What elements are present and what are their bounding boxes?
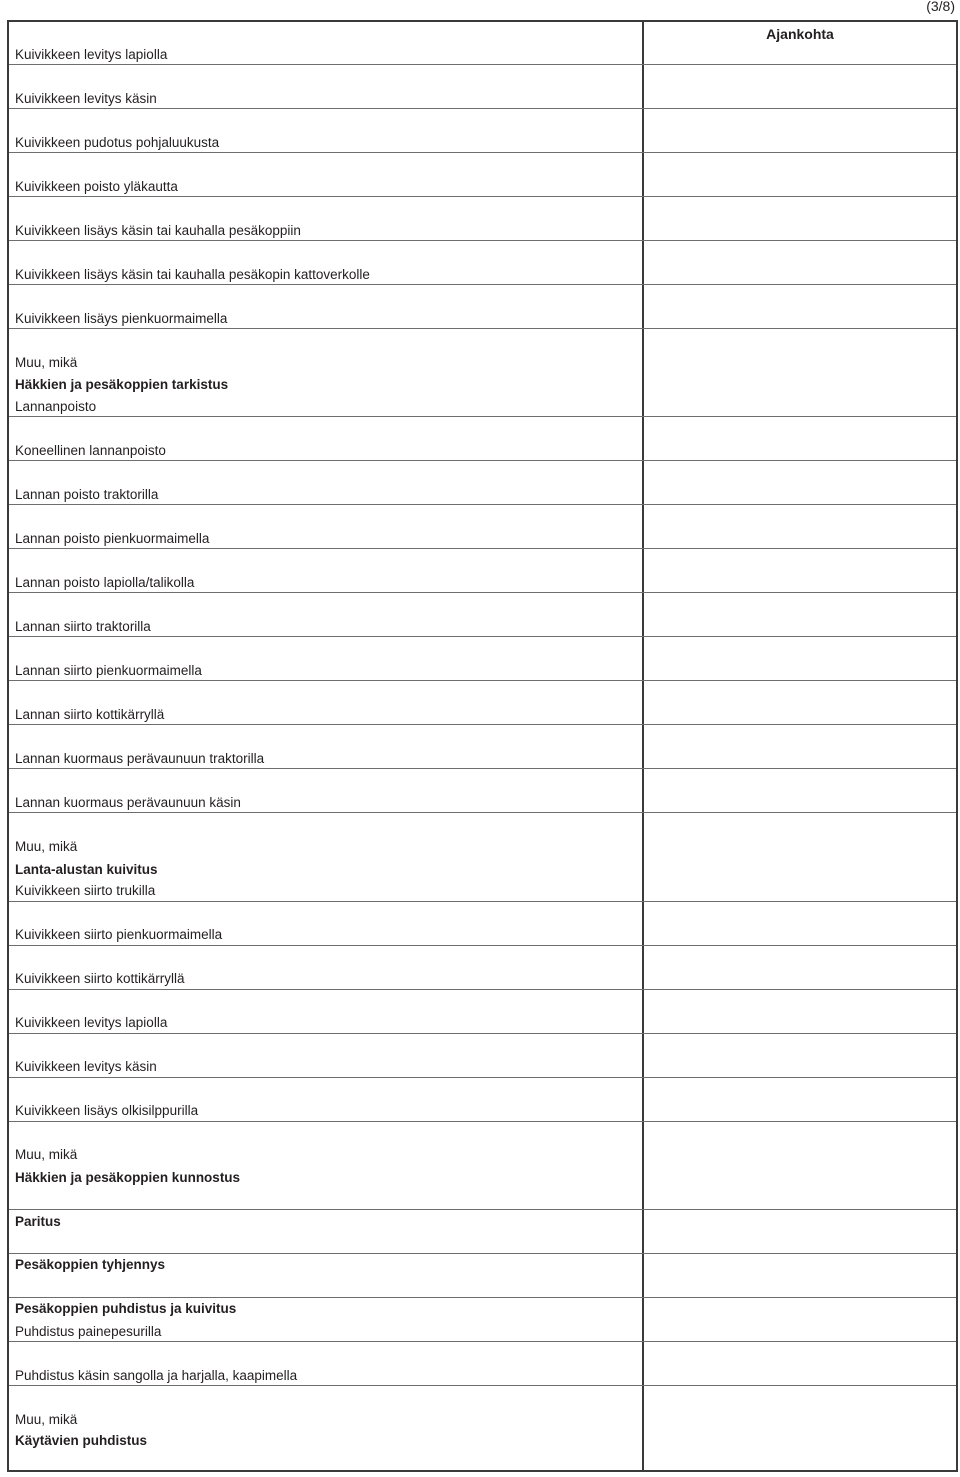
row-divider	[9, 724, 956, 725]
task-label: Muu, mikä	[15, 1147, 78, 1162]
task-label: Kuivikkeen siirto pienkuormaimella	[15, 927, 223, 942]
task-label: Kuivikkeen lisäys olkisilppurilla	[15, 1103, 199, 1118]
row-divider	[9, 1077, 956, 1078]
task-label: Kuivikkeen levitys lapiolla	[15, 47, 168, 62]
row-divider	[9, 592, 956, 593]
task-label: Kuivikkeen levitys käsin	[15, 91, 157, 106]
task-label: Muu, mikä	[15, 355, 78, 370]
task-label: Kuivikkeen siirto trukilla	[15, 883, 156, 898]
row-divider	[9, 989, 956, 990]
task-label: Kuivikkeen lisäys käsin tai kauhalla pesäkoppiin	[15, 223, 301, 238]
task-label: Kuivikkeen levitys käsin	[15, 1059, 157, 1074]
task-label: Kuivikkeen pudotus pohjaluukusta	[15, 135, 220, 150]
work-tasks-table	[7, 20, 958, 1472]
section-heading: Pesäkoppien puhdistus ja kuivitus	[15, 1301, 237, 1316]
row-divider	[9, 1341, 956, 1342]
section-heading: Pesäkoppien tyhjennys	[15, 1257, 166, 1272]
row-divider	[9, 504, 956, 505]
row-divider	[9, 1209, 956, 1210]
row-divider	[9, 1385, 956, 1386]
task-label: Lannan siirto traktorilla	[15, 619, 151, 634]
row-divider	[9, 812, 956, 813]
row-divider	[9, 284, 956, 285]
section-heading: Käytävien puhdistus	[15, 1433, 148, 1448]
row-divider	[9, 240, 956, 241]
section-heading: Häkkien ja pesäkoppien tarkistus	[15, 377, 229, 392]
row-divider	[9, 196, 956, 197]
row-divider	[9, 636, 956, 637]
task-label: Lannan poisto traktorilla	[15, 487, 159, 502]
row-divider	[9, 1121, 956, 1122]
row-divider	[9, 416, 956, 417]
row-divider	[9, 152, 956, 153]
task-label: Lannan siirto kottikärryllä	[15, 707, 165, 722]
row-divider	[9, 328, 956, 329]
time-column-header: Ajankohta	[766, 26, 834, 42]
task-label: Puhdistus painepesurilla	[15, 1324, 162, 1339]
task-label: Lannan poisto pienkuormaimella	[15, 531, 210, 546]
task-label: Lannanpoisto	[15, 399, 97, 414]
task-label: Puhdistus käsin sangolla ja harjalla, kaapimella	[15, 1368, 298, 1383]
task-label: Kuivikkeen siirto kottikärryllä	[15, 971, 185, 986]
row-divider	[9, 64, 956, 65]
row-divider	[9, 460, 956, 461]
task-label: Muu, mikä	[15, 839, 78, 854]
row-divider	[9, 680, 956, 681]
row-divider	[9, 768, 956, 769]
task-label: Koneellinen lannanpoisto	[15, 443, 166, 458]
task-label: Lannan poisto lapiolla/talikolla	[15, 575, 195, 590]
page-number: (3/8)	[926, 0, 955, 14]
section-heading: Häkkien ja pesäkoppien kunnostus	[15, 1170, 241, 1185]
section-heading: Lanta-alustan kuivitus	[15, 862, 158, 877]
row-divider	[9, 108, 956, 109]
row-divider	[9, 548, 956, 549]
task-label: Kuivikkeen poisto yläkautta	[15, 179, 178, 194]
row-divider	[9, 901, 956, 902]
task-label: Lannan kuormaus perävaunuun traktorilla	[15, 751, 265, 766]
task-label: Muu, mikä	[15, 1412, 78, 1427]
task-label: Kuivikkeen lisäys käsin tai kauhalla pesäkopin kattoverkolle	[15, 267, 370, 282]
row-divider	[9, 1033, 956, 1034]
row-divider	[9, 945, 956, 946]
task-label: Kuivikkeen lisäys pienkuormaimella	[15, 311, 228, 326]
task-label: Lannan siirto pienkuormaimella	[15, 663, 202, 678]
task-label: Kuivikkeen levitys lapiolla	[15, 1015, 168, 1030]
row-divider	[9, 1253, 956, 1254]
task-label: Lannan kuormaus perävaunuun käsin	[15, 795, 241, 810]
section-heading: Paritus	[15, 1214, 61, 1229]
row-divider	[9, 1297, 956, 1298]
